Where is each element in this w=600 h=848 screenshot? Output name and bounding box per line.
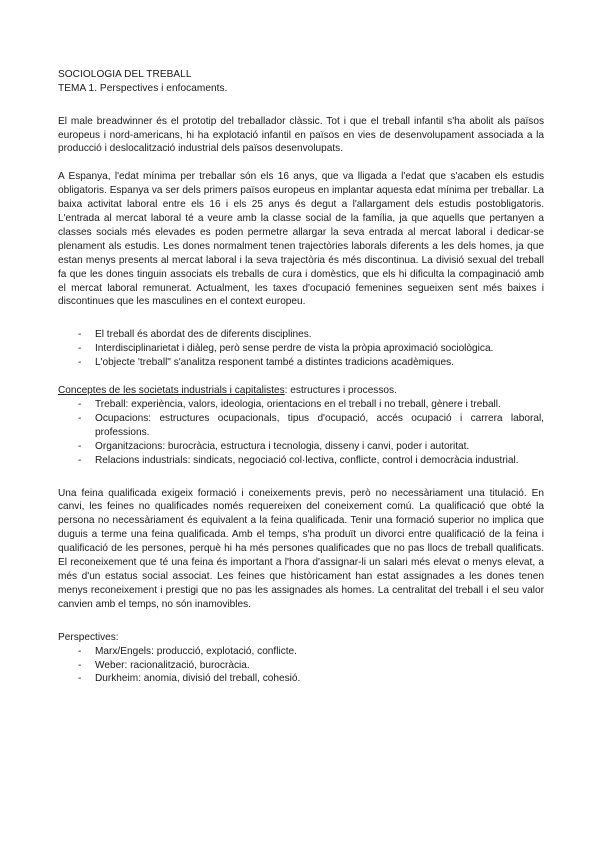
spacer-before-paragraph-3 bbox=[58, 468, 544, 487]
spacer-before-perspectives bbox=[58, 612, 544, 631]
spacer-before-list-1 bbox=[58, 309, 544, 328]
document-title: SOCIOLOGIA DEL TREBALL bbox=[58, 69, 192, 80]
heading-trailing-text: : estructures i processos. bbox=[284, 385, 397, 397]
document-body bbox=[58, 68, 544, 686]
list-item: - Relacions industrials: sindicats, negociació col·lectiva, conflicte, control i democràcia industrial. bbox=[58, 454, 544, 468]
list-item: - Interdisciplinarietat i diàleg, però sense perdre de vista la pròpia aproximació sociològica. bbox=[58, 342, 544, 356]
list-item: - Ocupacions: estructures ocupacionals, tipus d'ocupació, accés ocupació i carrera laboral, professions. bbox=[58, 412, 544, 440]
list-perspectives bbox=[58, 645, 544, 687]
heading-perspectives: Perspectives: bbox=[58, 631, 119, 643]
heading-conceptes-societats bbox=[58, 384, 544, 398]
list-item: - El treball és abordat des de diferents disciplines. bbox=[58, 328, 544, 342]
list-conceptes bbox=[58, 398, 544, 468]
list-item: - Weber: racionalització, burocràcia. bbox=[58, 659, 544, 673]
document-title-block bbox=[58, 68, 544, 97]
heading-underlined-text: Conceptes de les societats industrials i capitalistes bbox=[58, 385, 285, 397]
list-item: - Organitzacions: burocràcia, estructura i tecnologia, disseny i canvi, poder i autoritat. bbox=[58, 440, 544, 454]
paragraph-feina-qualificada: Una feina qualificada exigeix formació i coneixements previs, però no necessàriament una titulació. En canvi, les feines no qualificades només requereixen del coneixement comú. La qualificació que obté la persona no necessàriament és equivalent a la feina qualificada. Tenir una formació superior no implica que duguis a terme una feina qualificada. Amb el temps, s'ha produït un divorci entre qualificació de la feina i qualificació de les persones, perquè hi ha més persones qualificades que no pas llocs de treball qualificats. El reconeixement que té una feina és important a l'hora d'assignar-li un salari més elevat o menys elevat, a més d'un estatus social associat. Les feines que històricament han estat assignades a les dones tenen menys reconeixement i prestigi que no pas les assignades als homes. La centralitat del treball i el seu valor canvien amb el temps, no són inamovibles. bbox=[58, 487, 544, 610]
spacer-before-heading-2 bbox=[58, 370, 544, 384]
list-item: - Treball: experiència, valors, ideologia, orientacions en el treball i no treball, gènere i treball. bbox=[58, 398, 544, 412]
list-disciplines bbox=[58, 328, 544, 370]
list-item: - Marx/Engels: producció, explotació, conflicte. bbox=[58, 645, 544, 659]
list-item: - L'objecte 'treball" s'analitza responent també a distintes tradicions acadèmiques. bbox=[58, 356, 544, 370]
document-subtitle: TEMA 1. Perspectives i enfocaments. bbox=[58, 83, 228, 95]
list-item: - Durkheim: anomia, divisió del treball, cohesió. bbox=[58, 672, 544, 686]
paragraph-breadwinner: El male breadwinner és el prototip del treballador clàssic. Tot i que el treball infantil s'ha abolit als països europeus i nord-americans, hi ha explotació infantil en països en vies de desenvolupament associada a la producció i deslocalització industrial dels països desenvolupats. bbox=[58, 115, 544, 155]
paragraph-espanya-edat-minima: A Espanya, l'edat mínima per treballar són els 16 anys, que va lligada a l'edat que s'acaben els estudis obligatoris. Espanya va ser dels primers països europeus en implantar aquesta edat mínima per treballar. La baixa activitat laboral entre els 16 i els 25 anys és degut a l'allargament dels estudis postobligatoris. L'entrada al mercat laboral té a veure amb la classe social de la família, ja que aquells que pertanyen a classes socials més elevades es poden permetre allargar la seva entrada al mercat laboral i dedicar-se plenament als estudis. Les dones normalment tenen trajectòries laborals diferents a les dels homes, ja que estan menys presents al mercat laboral i la seva trajectòria és més discontinua. La divisió sexual del treball fa que les dones tinguin associats els treballs de cura i domèstics, que els hi dificulta la compaginació amb el mercat laboral remunerat. Actualment, les taxes d'ocupació femenines segueixen sent més baixes i discontinues que les masculines en el context europeu. bbox=[58, 171, 544, 308]
